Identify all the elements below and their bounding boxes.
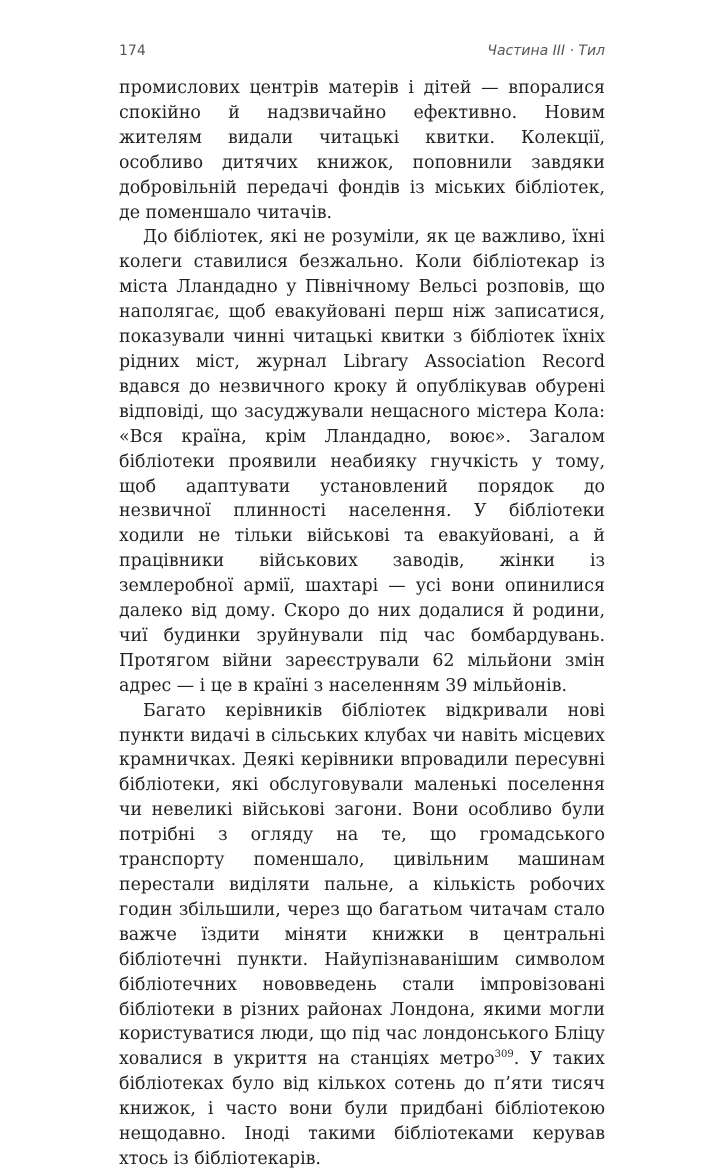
- page-number: 174: [119, 43, 146, 59]
- running-head: Частина III · Тил: [487, 43, 605, 59]
- paragraph-3-text-after-note: . У таких бібліотеках було від кількох сотень до п’яти тисяч книжок, і часто вони були придбані бібліотекою нещодавно. Іноді такими бібліотеками керував хтось із бібліотекарів.: [119, 1049, 605, 1169]
- paragraph-3-text-before-note: Багато керівників бібліотек відкривали нові пункти видачі в сільських клубах чи навіть місцевих крамничках. Деякі керівники впровадили пересувні бібліотеки, які обслуговували маленькі поселення чи невеликі військові загони. Вони особливо були потрібні з огляду на те, що громадського транспорту поменшало, цивільним машинам перестали виділяти пальне, а кількість робочих годин збільшили, через що багатьом читачам стало важче їздити міняти книжки в центральні бібліотечні пункти. Найупізнаванішим символом бібліотечних нововведень стали імпровізовані бібліотеки в різних районах Лондона, якими могли користуватися люди, що під час лондонського Бліцу ховалися в укриття на станціях метро: [119, 700, 605, 1070]
- paragraph-1: промислових центрів матерів і дітей — впоралися спокійно й надзвичайно ефективно. Новим жителям видали читацькі квитки. Колекції, особливо дитячих книжок, поповнили завдяки добровільній передачі фондів із міських бібліотек, де поменшало читачів.: [119, 78, 605, 223]
- paragraph-3: [119, 699, 605, 1172]
- page-header: [119, 43, 605, 63]
- body-text: [119, 76, 605, 1172]
- paragraph-2: До бібліотек, які не розуміли, як це важливо, їхні колеги ставилися безжально. Коли бібліотекар із міста Лландадно у Північному Вельсі розповів, що наполягає, щоб евакуйовані перш ніж записатися, показували чинні читацькі квитки з бібліотек їхніх рідних міст, журнал Library Association Record вдався до незвичного кроку й опублікував обурені відповіді, що засуджували нещасного містера Кола: «Вся країна, крім Лландадно, воює». Загалом бібліотеки проявили неабияку гнучкість у тому, щоб адаптувати установлений порядок до незвичної плинності населення. У бібліотеки ходили не тільки військові та евакуйовані, а й працівники військових заводів, жінки із землеробної армії, шахтарі — усі вони опинилися далеко від дому. Скоро до них додалися й родини, чиї будинки зруйнували під час бомбардувань. Протягом війни зареєстрували 62 мільйони змін адрес — і це в країні з населенням 39 мільйонів.: [119, 227, 605, 696]
- footnote-reference: 309: [494, 1049, 514, 1061]
